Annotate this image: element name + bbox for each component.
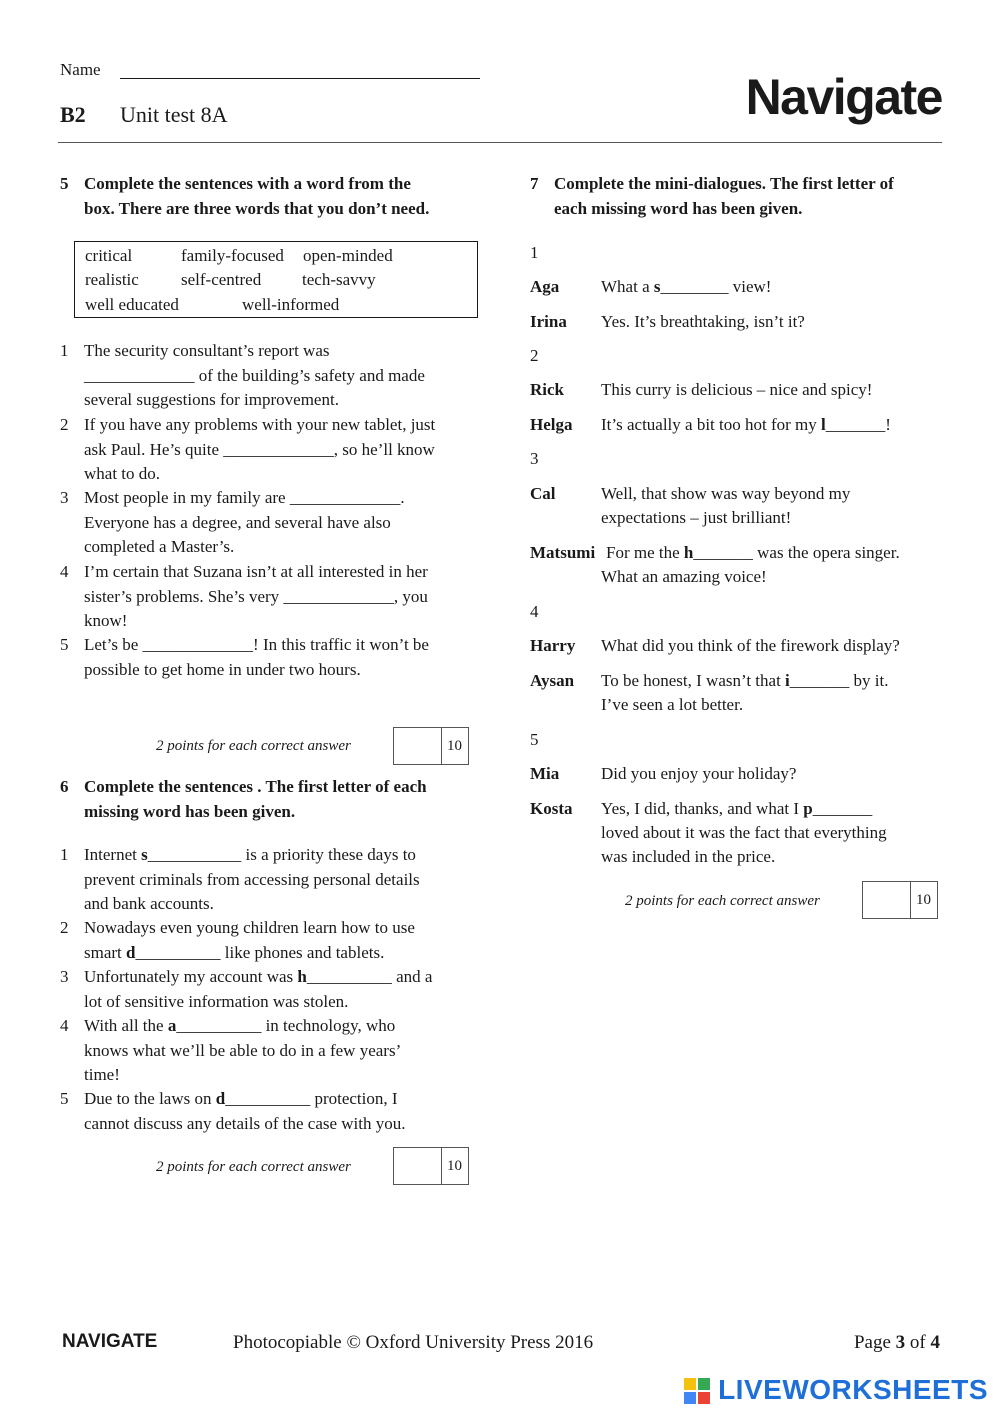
item-text: cannot discuss any details of the case with you.	[84, 1113, 406, 1133]
item-number: 3	[60, 488, 69, 507]
s6-item-2	[60, 916, 480, 966]
s5-item-2	[60, 413, 480, 488]
item-text-blank[interactable]: Let’s be _____________! In this traffic it won’t be	[84, 635, 429, 654]
item-text: possible to get home in under two hours.	[84, 659, 361, 679]
item-text-blank[interactable]: Most people in my family are _____________.	[84, 488, 405, 507]
speaker-name: Matsumi	[530, 543, 596, 562]
item-text-blank[interactable]: smart d__________ like phones and tablets.	[84, 942, 385, 962]
word-box	[74, 241, 478, 318]
item-text: knows what we’ll be able to do in a few years’	[84, 1040, 402, 1060]
section7-instruction-line1: Complete the mini-dialogues. The first letter of	[554, 174, 894, 193]
item-text: The security consultant’s report was	[84, 341, 330, 360]
speaker-name: Irina	[530, 312, 567, 331]
s7-score-box[interactable]	[862, 881, 938, 919]
s5-points-text: 2 points for each correct answer	[156, 738, 351, 754]
s6-max-score: 10	[447, 1158, 462, 1174]
word-option: realistic	[85, 270, 139, 289]
section6-heading	[60, 774, 480, 824]
dialogue-line: What an amazing voice!	[601, 567, 767, 586]
dialogue-line: What did you think of the firework display?	[601, 636, 900, 655]
item-number: 4	[60, 562, 69, 581]
dialogue-line-blank[interactable]: What a s________ view!	[601, 277, 772, 296]
item-text: completed a Master’s.	[84, 537, 235, 556]
section6-instruction-line1: Complete the sentences . The first letter of each	[84, 777, 427, 796]
dialogue-line: Well, that show was way beyond my	[601, 484, 851, 503]
item-text: time!	[84, 1065, 120, 1084]
dialogue-number: 4	[530, 602, 539, 621]
s7-max-score: 10	[916, 892, 931, 908]
name-input-line[interactable]	[120, 78, 480, 79]
footer-copyright: Photocopiable © Oxford University Press 2016	[233, 1332, 594, 1353]
word-option: open-minded	[303, 246, 393, 265]
s5-max-score: 10	[447, 738, 462, 754]
s6-item-3	[60, 965, 480, 1015]
section5-number: 5	[60, 174, 69, 193]
s5-item-3	[60, 486, 480, 561]
header-divider	[58, 142, 942, 143]
item-text: lot of sensitive information was stolen.	[84, 991, 349, 1011]
footer-brand: NAVIGATE	[62, 1331, 158, 1352]
section7-instruction-line2: each missing word has been given.	[554, 199, 803, 218]
item-text-blank[interactable]: _____________ of the building’s safety and made	[84, 365, 425, 385]
dialogue-number: 5	[530, 730, 539, 749]
speaker-name: Aysan	[530, 671, 575, 690]
dialogue-line: I’ve seen a lot better.	[601, 695, 744, 714]
dialogue-line-blank[interactable]: It’s actually a bit too hot for my l_______!	[601, 415, 891, 434]
s7-points-text: 2 points for each correct answer	[625, 893, 820, 909]
dialogue-number: 2	[530, 346, 539, 365]
section7-heading	[530, 171, 950, 221]
word-option: self-centred	[181, 270, 262, 289]
speaker-name: Harry	[530, 636, 576, 655]
speaker-name: Mia	[530, 764, 560, 783]
section5-instruction-line1: Complete the sentences with a word from the	[84, 174, 411, 193]
item-text-blank[interactable]: Internet s___________ is a priority these days to	[84, 845, 416, 864]
s5-item-5	[60, 633, 480, 683]
liveworksheets-icon	[684, 1378, 710, 1404]
item-text: several suggestions for improvement.	[84, 390, 339, 409]
item-number: 3	[60, 967, 69, 986]
speaker-name: Cal	[530, 484, 556, 503]
dialogue-line: Yes. It’s breathtaking, isn’t it?	[601, 312, 805, 331]
word-option: tech-savvy	[302, 270, 376, 289]
speaker-name: Rick	[530, 380, 564, 399]
dialogue-line-blank[interactable]: To be honest, I wasn’t that i_______ by it.	[601, 671, 889, 690]
item-number: 1	[60, 845, 69, 864]
speaker-name: Aga	[530, 277, 560, 296]
dialogue-line: This curry is delicious – nice and spicy!	[601, 380, 873, 399]
item-text-blank[interactable]: Due to the laws on d__________ protection, I	[84, 1089, 398, 1108]
section6-instruction-line2: missing word has been given.	[84, 802, 296, 821]
navigate-logo: Navigate	[745, 69, 942, 125]
dialogue-number: 1	[530, 243, 539, 262]
item-text-blank[interactable]: Unfortunately my account was h__________ and a	[84, 967, 433, 986]
page-indicator: Page 3 of 4	[853, 1332, 940, 1353]
s5-score-box[interactable]	[393, 727, 469, 765]
dialogue-line: Did you enjoy your holiday?	[601, 764, 797, 783]
dialogue-line-blank[interactable]: Yes, I did, thanks, and what I p_______	[601, 799, 873, 818]
item-text: Nowadays even young children learn how to use	[84, 918, 415, 937]
section7-number: 7	[530, 174, 539, 193]
item-text: If you have any problems with your new tablet, just	[84, 415, 436, 434]
section6-number: 6	[60, 777, 69, 796]
item-text-blank[interactable]: With all the a__________ in technology, who	[84, 1016, 396, 1035]
name-label: Name	[60, 60, 101, 79]
level-label: B2	[60, 102, 86, 127]
dialogue-number: 3	[530, 449, 539, 468]
s6-item-1	[60, 843, 480, 918]
word-option: well educated	[85, 295, 179, 314]
word-option: family-focused	[181, 246, 284, 265]
dialogue-line-blank[interactable]: For me the h_______ was the opera singer.	[606, 543, 900, 562]
s5-item-1	[60, 339, 480, 414]
liveworksheets-watermark	[718, 1374, 988, 1406]
unit-title: Unit test 8A	[120, 102, 228, 127]
s6-points-text: 2 points for each correct answer	[156, 1159, 351, 1175]
item-text: what to do.	[84, 464, 161, 483]
item-text: I’m certain that Suzana isn’t at all interested in her	[84, 562, 428, 581]
s6-item-5	[60, 1087, 480, 1137]
item-text: Everyone has a degree, and several have also	[84, 512, 391, 532]
word-option: well-informed	[242, 295, 340, 314]
dialogue-line: loved about it was the fact that everything	[601, 823, 887, 842]
item-text-blank[interactable]: ask Paul. He’s quite _____________, so he’ll know	[84, 439, 435, 459]
section5-heading	[60, 171, 480, 221]
item-number: 2	[60, 415, 69, 434]
item-text-blank[interactable]: sister’s problems. She’s very _____________, you	[84, 586, 428, 606]
dialogue-line: expectations – just brilliant!	[601, 508, 792, 527]
word-option: critical	[85, 246, 133, 265]
liveworksheets-text: LIVEWORKSHEETS	[718, 1374, 988, 1405]
item-number: 5	[60, 1089, 69, 1108]
item-number: 2	[60, 918, 69, 937]
item-number: 4	[60, 1016, 69, 1035]
item-number: 1	[60, 341, 69, 360]
item-text: know!	[84, 611, 128, 630]
dialogue-line: was included in the price.	[601, 847, 776, 866]
s6-score-box[interactable]	[393, 1147, 469, 1185]
speaker-name: Helga	[530, 415, 573, 434]
item-text: and bank accounts.	[84, 894, 214, 913]
s6-item-4	[60, 1014, 480, 1089]
item-number: 5	[60, 635, 69, 654]
speaker-name: Kosta	[530, 799, 573, 818]
s5-item-4	[60, 560, 480, 635]
section5-instruction-line2: box. There are three words that you don’t need.	[84, 199, 430, 218]
item-text: prevent criminals from accessing personal details	[84, 869, 420, 889]
